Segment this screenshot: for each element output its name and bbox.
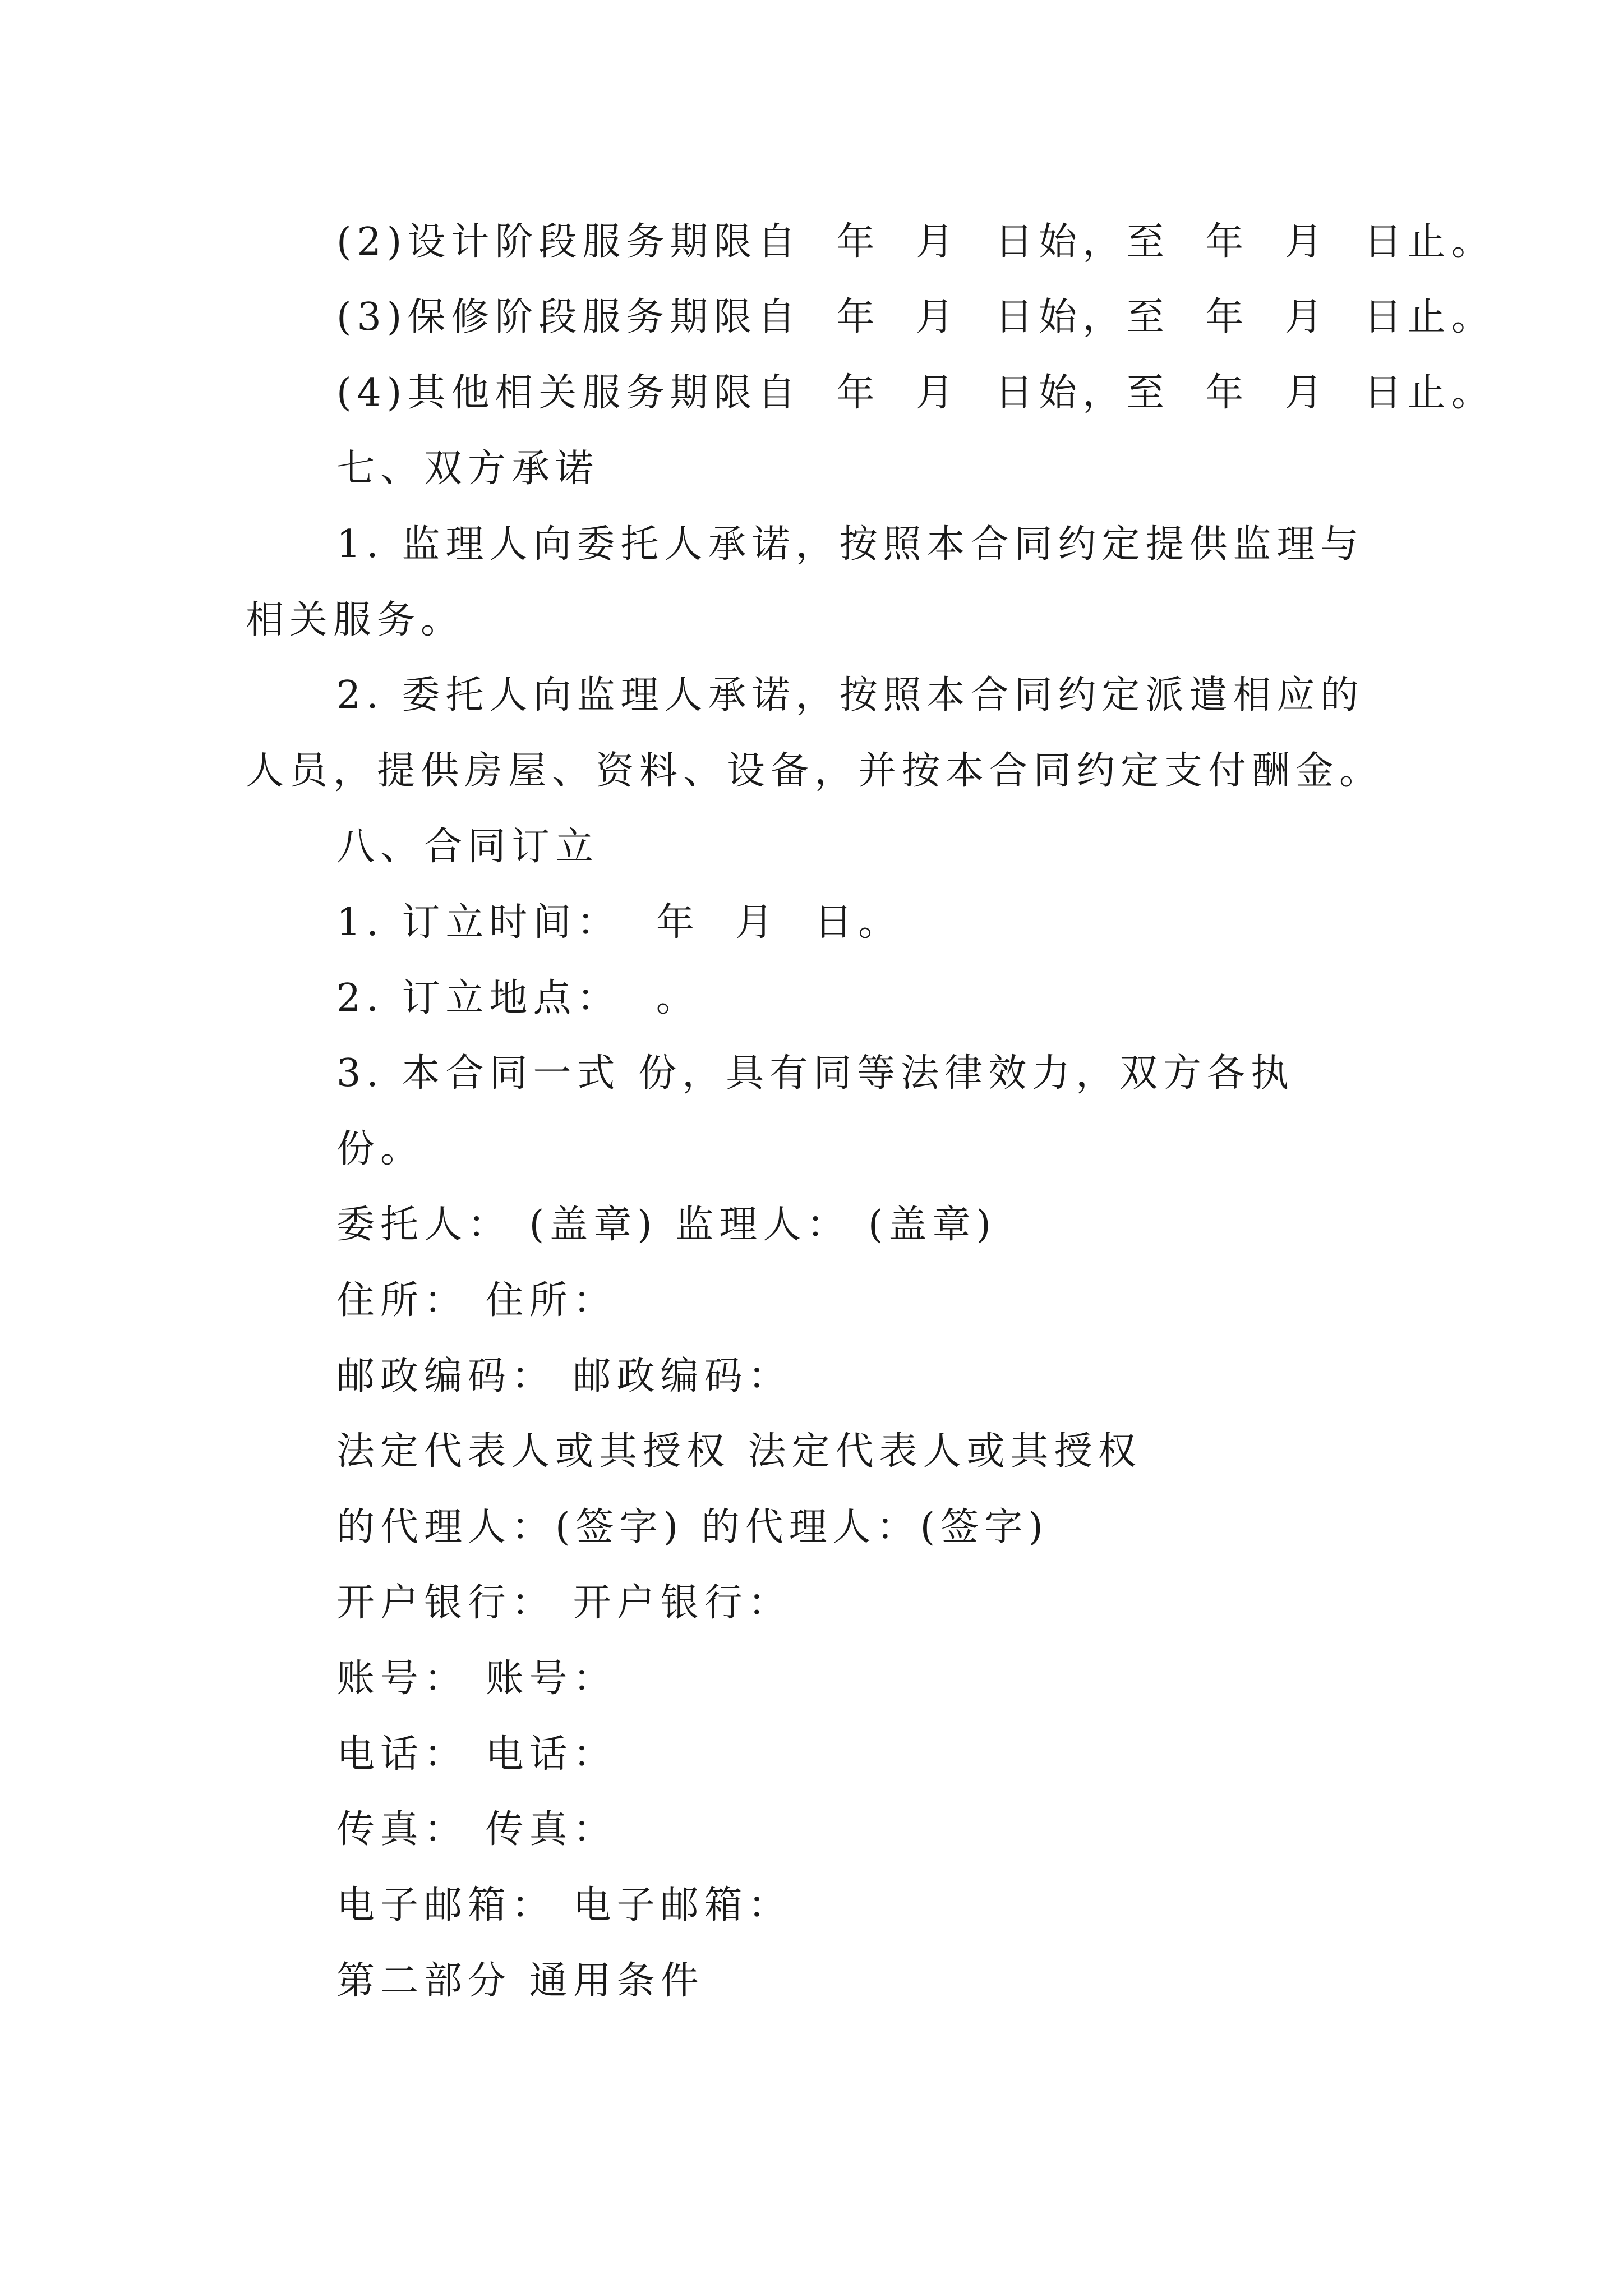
signature-account: 账号： 账号： <box>336 1657 617 1701</box>
commitment-2-line-2: 人员，提供房屋、资料、设备，并按本合同约定支付酬金。 <box>246 749 1384 793</box>
commitment-1-line-1: 1. 监理人向委托人承诺，按照本合同约定提供监理与 <box>336 522 1364 567</box>
service-period-other: (4)其他相关服务期限自 年 月 日始，至 年 月 日止。 <box>336 371 1495 415</box>
section-heading-conclusion: 八、合同订立 <box>336 825 600 869</box>
signature-postcode: 邮政编码： 邮政编码： <box>336 1354 792 1398</box>
part-two-heading: 第二部分 通用条件 <box>336 1959 704 2003</box>
service-period-design: (2)设计阶段服务期限自 年 月 日始，至 年 月 日止。 <box>336 220 1495 264</box>
signature-fax: 传真： 传真： <box>336 1807 617 1852</box>
section-heading-commitments: 七、双方承诺 <box>336 447 600 491</box>
signature-representative-1: 法定代表人或其授权 法定代表人或其授权 <box>336 1429 1142 1474</box>
signature-email: 电子邮箱： 电子邮箱： <box>336 1883 792 1927</box>
signature-parties: 委托人： (盖章) 监理人： (盖章) <box>336 1203 997 1247</box>
conclusion-copies-line-1: 3. 本合同一式 份，具有同等法律效力，双方各执 <box>336 1051 1295 1096</box>
signature-representative-2: 的代理人：(签字) 的代理人：(签字) <box>336 1505 1049 1549</box>
conclusion-place: 2. 订立地点： 。 <box>336 976 700 1020</box>
signature-address: 住所： 住所： <box>336 1278 617 1323</box>
signature-bank: 开户银行： 开户银行： <box>336 1581 792 1625</box>
signature-phone: 电话： 电话： <box>336 1732 617 1777</box>
commitment-1-line-2: 相关服务。 <box>246 598 465 642</box>
conclusion-copies-line-2: 份。 <box>336 1127 425 1171</box>
commitment-2-line-1: 2. 委托人向监理人承诺，按照本合同约定派遣相应的 <box>336 673 1364 717</box>
service-period-warranty: (3)保修阶段服务期限自 年 月 日始，至 年 月 日止。 <box>336 295 1495 339</box>
conclusion-time: 1. 订立时间： 年 月 日。 <box>336 900 902 945</box>
